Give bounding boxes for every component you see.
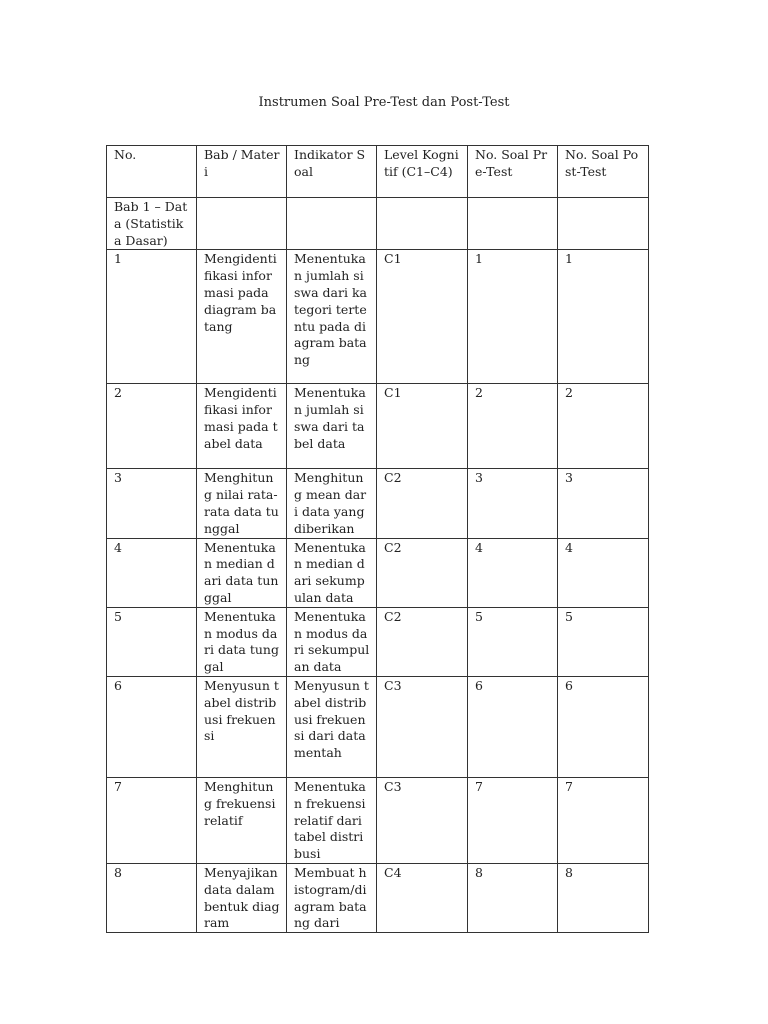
cell-post-test: 6 bbox=[558, 676, 649, 777]
cell-level: C1 bbox=[377, 250, 468, 384]
cell-pre-test: 1 bbox=[468, 250, 558, 384]
empty-cell bbox=[558, 198, 649, 250]
cell-indikator: Menentukan modus dari sekumpulan data bbox=[287, 607, 377, 676]
cell-level: C2 bbox=[377, 538, 468, 607]
cell-pre-test: 8 bbox=[468, 863, 558, 932]
table-row bbox=[107, 469, 649, 538]
cell-post-test: 3 bbox=[558, 469, 649, 538]
cell-indikator: Menentukan jumlah siswa dari tabel data bbox=[287, 384, 377, 469]
cell-materi: Menyusun tabel distribusi frekuensi bbox=[197, 676, 287, 777]
cell-no: 3 bbox=[107, 469, 197, 538]
cell-post-test: 8 bbox=[558, 863, 649, 932]
header-indikator-soal: Indikator Soal bbox=[287, 146, 377, 198]
cell-no: 7 bbox=[107, 777, 197, 863]
table-header-row bbox=[107, 146, 649, 198]
section-label: Bab 1 – Data (Statistika Dasar) bbox=[107, 198, 197, 250]
table-row bbox=[107, 863, 649, 932]
cell-no: 4 bbox=[107, 538, 197, 607]
instrument-table bbox=[106, 145, 649, 933]
cell-post-test: 5 bbox=[558, 607, 649, 676]
cell-level: C1 bbox=[377, 384, 468, 469]
cell-materi: Menghitung frekuensi relatif bbox=[197, 777, 287, 863]
cell-indikator: Menentukan frekuensi relatif dari tabel distribusi bbox=[287, 777, 377, 863]
empty-cell bbox=[468, 198, 558, 250]
header-no-soal-pre-test: No. Soal Pre-Test bbox=[468, 146, 558, 198]
empty-cell bbox=[287, 198, 377, 250]
header-level-kognitif: Level Kognitif (C1–C4) bbox=[377, 146, 468, 198]
section-row bbox=[107, 198, 649, 250]
cell-level: C2 bbox=[377, 469, 468, 538]
table-row bbox=[107, 384, 649, 469]
cell-no: 8 bbox=[107, 863, 197, 932]
cell-level: C3 bbox=[377, 676, 468, 777]
table-row bbox=[107, 777, 649, 863]
cell-level: C4 bbox=[377, 863, 468, 932]
cell-indikator: Menentukan median dari sekumpulan data bbox=[287, 538, 377, 607]
cell-indikator: Menghitung mean dari data yang diberikan bbox=[287, 469, 377, 538]
cell-materi: Mengidentifikasi informasi pada diagram batang bbox=[197, 250, 287, 384]
empty-cell bbox=[197, 198, 287, 250]
cell-pre-test: 5 bbox=[468, 607, 558, 676]
header-bab-materi: Bab / Materi bbox=[197, 146, 287, 198]
cell-level: C2 bbox=[377, 607, 468, 676]
table-row bbox=[107, 676, 649, 777]
header-no: No. bbox=[107, 146, 197, 198]
cell-no: 2 bbox=[107, 384, 197, 469]
table-row bbox=[107, 250, 649, 384]
cell-post-test: 4 bbox=[558, 538, 649, 607]
table-row bbox=[107, 538, 649, 607]
cell-level: C3 bbox=[377, 777, 468, 863]
table-row bbox=[107, 607, 649, 676]
cell-materi: Mengidentifikasi informasi pada tabel data bbox=[197, 384, 287, 469]
cell-materi: Menghitung nilai rata-rata data tunggal bbox=[197, 469, 287, 538]
page-title: Instrumen Soal Pre-Test dan Post-Test bbox=[258, 95, 510, 110]
cell-indikator: Menyusun tabel distribusi frekuensi dari data mentah bbox=[287, 676, 377, 777]
cell-materi: Menentukan median dari data tunggal bbox=[197, 538, 287, 607]
cell-no: 5 bbox=[107, 607, 197, 676]
cell-post-test: 7 bbox=[558, 777, 649, 863]
cell-materi: Menyajikan data dalam bentuk diagram bbox=[197, 863, 287, 932]
cell-pre-test: 7 bbox=[468, 777, 558, 863]
cell-no: 1 bbox=[107, 250, 197, 384]
cell-pre-test: 2 bbox=[468, 384, 558, 469]
empty-cell bbox=[377, 198, 468, 250]
cell-materi: Menentukan modus dari data tunggal bbox=[197, 607, 287, 676]
cell-pre-test: 4 bbox=[468, 538, 558, 607]
cell-post-test: 2 bbox=[558, 384, 649, 469]
cell-pre-test: 3 bbox=[468, 469, 558, 538]
cell-indikator: Membuat histogram/diagram batang dari bbox=[287, 863, 377, 932]
header-no-soal-post-test: No. Soal Post-Test bbox=[558, 146, 649, 198]
cell-no: 6 bbox=[107, 676, 197, 777]
cell-post-test: 1 bbox=[558, 250, 649, 384]
cell-indikator: Menentukan jumlah siswa dari kategori tertentu pada diagram batang bbox=[287, 250, 377, 384]
cell-pre-test: 6 bbox=[468, 676, 558, 777]
